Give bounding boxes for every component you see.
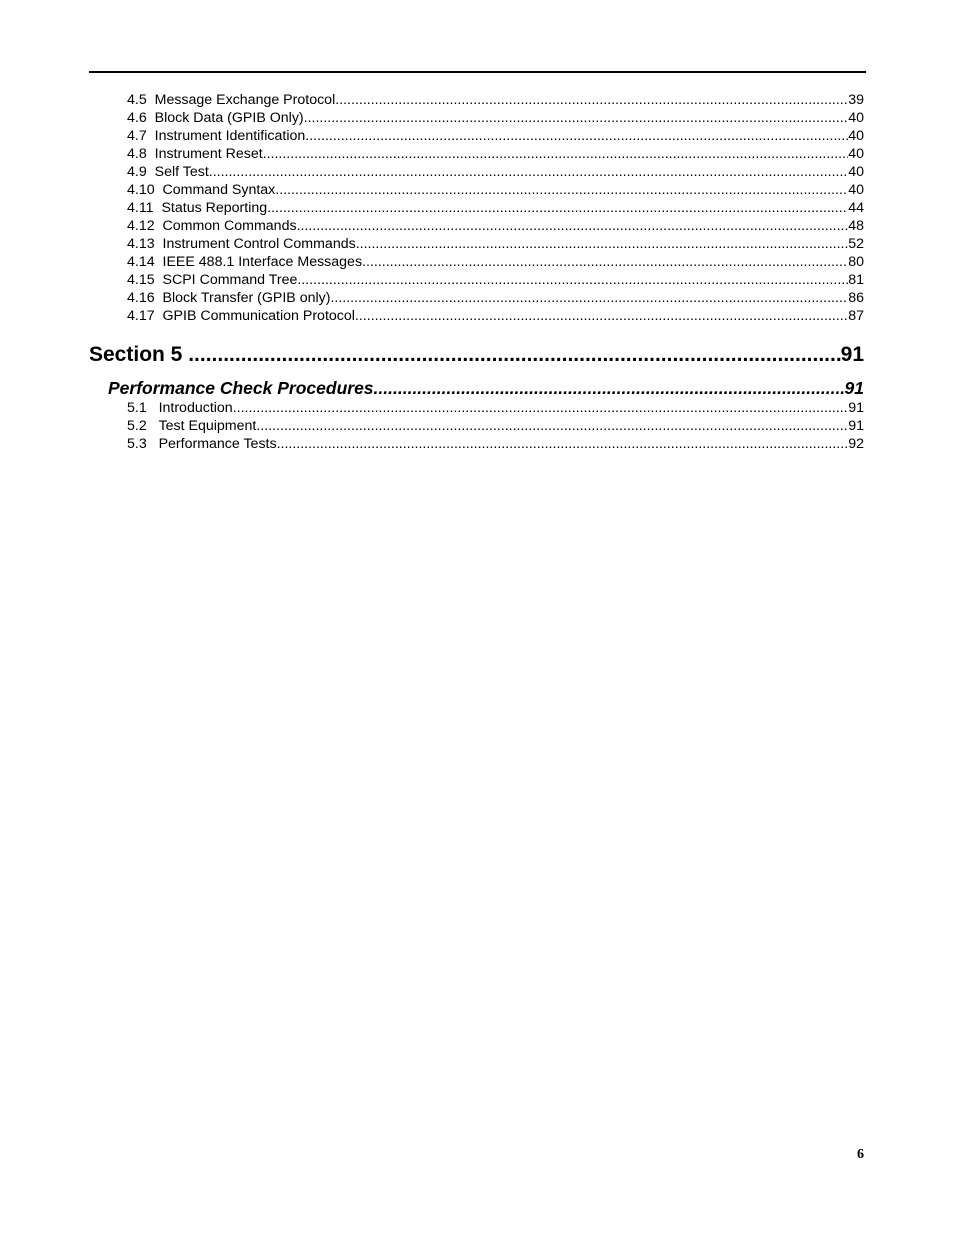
dot-leader <box>304 109 849 127</box>
toc-entry-page: 40 <box>848 128 864 144</box>
toc-entry-page: 86 <box>848 290 864 306</box>
dot-leader <box>355 307 848 325</box>
toc-entry-number: 4.5 <box>127 92 147 108</box>
toc-entry-title: Self Test <box>154 164 209 180</box>
toc-entry-number: 5.3 <box>127 436 147 452</box>
toc-entry-title: Block Data (GPIB Only) <box>154 110 304 126</box>
toc-entry-title: Introduction <box>158 400 233 416</box>
toc-entry-4-7[interactable] <box>127 127 864 145</box>
toc-entry-number: 4.9 <box>127 164 147 180</box>
toc-entry-number: 4.13 <box>127 236 155 252</box>
toc-entry-title: IEEE 488.1 Interface Messages <box>162 254 363 270</box>
toc-entry-4-12[interactable] <box>127 217 864 235</box>
toc-entry-title: SCPI Command Tree <box>162 272 298 288</box>
dot-leader <box>305 127 848 145</box>
toc-entry-number: 4.7 <box>127 128 147 144</box>
toc-entry-number: 4.11 <box>127 200 154 216</box>
toc-entry-title: Block Transfer (GPIB only) <box>162 290 331 306</box>
chapter-page: 91 <box>844 378 864 398</box>
toc-entry-title: Common Commands <box>162 218 297 234</box>
dot-leader <box>330 289 848 307</box>
toc-entry-5-3[interactable] <box>127 435 864 453</box>
toc-entry-4-5[interactable] <box>127 91 864 109</box>
toc-entry-title: Instrument Control Commands <box>162 236 356 252</box>
toc-entry-4-13[interactable] <box>127 235 864 253</box>
toc-entry-4-14[interactable] <box>127 253 864 271</box>
toc-entry-4-11[interactable] <box>127 199 864 217</box>
toc-entry-4-15[interactable] <box>127 271 864 289</box>
toc-entry-page: 48 <box>848 218 864 234</box>
toc-section-5[interactable] <box>89 341 864 369</box>
dot-leader <box>233 399 849 417</box>
toc-entry-number: 4.15 <box>127 272 155 288</box>
toc-entry-5-1[interactable] <box>127 399 864 417</box>
dot-leader <box>277 435 849 453</box>
toc-entry-page: 40 <box>848 146 864 162</box>
dot-leader <box>209 163 848 181</box>
dot-leader <box>297 271 848 289</box>
toc-entry-page: 52 <box>848 236 864 252</box>
toc-entry-title: Instrument Reset <box>154 146 263 162</box>
dot-leader <box>256 417 848 435</box>
toc-entry-number: 4.12 <box>127 218 155 234</box>
toc-entry-4-8[interactable] <box>127 145 864 163</box>
dot-leader <box>356 235 849 253</box>
dot-leader <box>297 217 849 235</box>
dot-leader <box>374 377 845 399</box>
toc-entry-page: 39 <box>848 92 864 108</box>
toc-entry-title: Command Syntax <box>162 182 276 198</box>
toc-entry-number: 4.17 <box>127 308 155 324</box>
toc-entry-title: GPIB Communication Protocol <box>162 308 355 324</box>
dot-leader <box>263 145 849 163</box>
dot-leader <box>188 341 840 369</box>
toc-entry-page: 40 <box>848 110 864 126</box>
toc-entry-page: 91 <box>848 400 864 416</box>
toc-entry-page: 92 <box>848 436 864 452</box>
page-number: 6 <box>857 1147 864 1162</box>
chapter-title: Performance Check Procedures <box>108 378 374 398</box>
toc-entry-title: Performance Tests <box>158 436 277 452</box>
toc-entry-4-6[interactable] <box>127 109 864 127</box>
toc-entry-title: Instrument Identification <box>154 128 306 144</box>
toc-entry-page: 80 <box>848 254 864 270</box>
toc-entry-page: 40 <box>848 164 864 180</box>
toc-entry-5-2[interactable] <box>127 417 864 435</box>
toc-entry-number: 5.1 <box>127 400 147 416</box>
toc-entry-page: 44 <box>848 200 864 216</box>
toc-entry-number: 4.10 <box>127 182 155 198</box>
toc-entry-page: 87 <box>848 308 864 324</box>
toc-entry-4-16[interactable] <box>127 289 864 307</box>
toc-entry-title: Test Equipment <box>158 418 257 434</box>
toc-entry-page: 40 <box>848 182 864 198</box>
toc-entry-number: 4.16 <box>127 290 155 306</box>
toc-entry-title: Message Exchange Protocol <box>154 92 336 108</box>
toc-entry-4-17[interactable] <box>127 307 864 325</box>
toc-entry-4-9[interactable] <box>127 163 864 181</box>
toc-entry-number: 5.2 <box>127 418 147 434</box>
dot-leader <box>275 181 848 199</box>
dot-leader <box>335 91 848 109</box>
toc-entry-number: 4.6 <box>127 110 147 126</box>
toc-entry-title: Status Reporting <box>161 200 268 216</box>
section-page: 91 <box>840 343 864 366</box>
toc-entry-4-10[interactable] <box>127 181 864 199</box>
section-title: Section 5 <box>89 343 189 366</box>
dot-leader <box>362 253 848 271</box>
toc-entry-number: 4.14 <box>127 254 155 270</box>
header-rule <box>89 71 866 73</box>
dot-leader <box>267 199 848 217</box>
toc-entry-page: 91 <box>848 418 864 434</box>
toc-entry-page: 81 <box>848 272 864 288</box>
toc-chapter-performance-check[interactable] <box>108 377 864 399</box>
toc-entry-number: 4.8 <box>127 146 147 162</box>
